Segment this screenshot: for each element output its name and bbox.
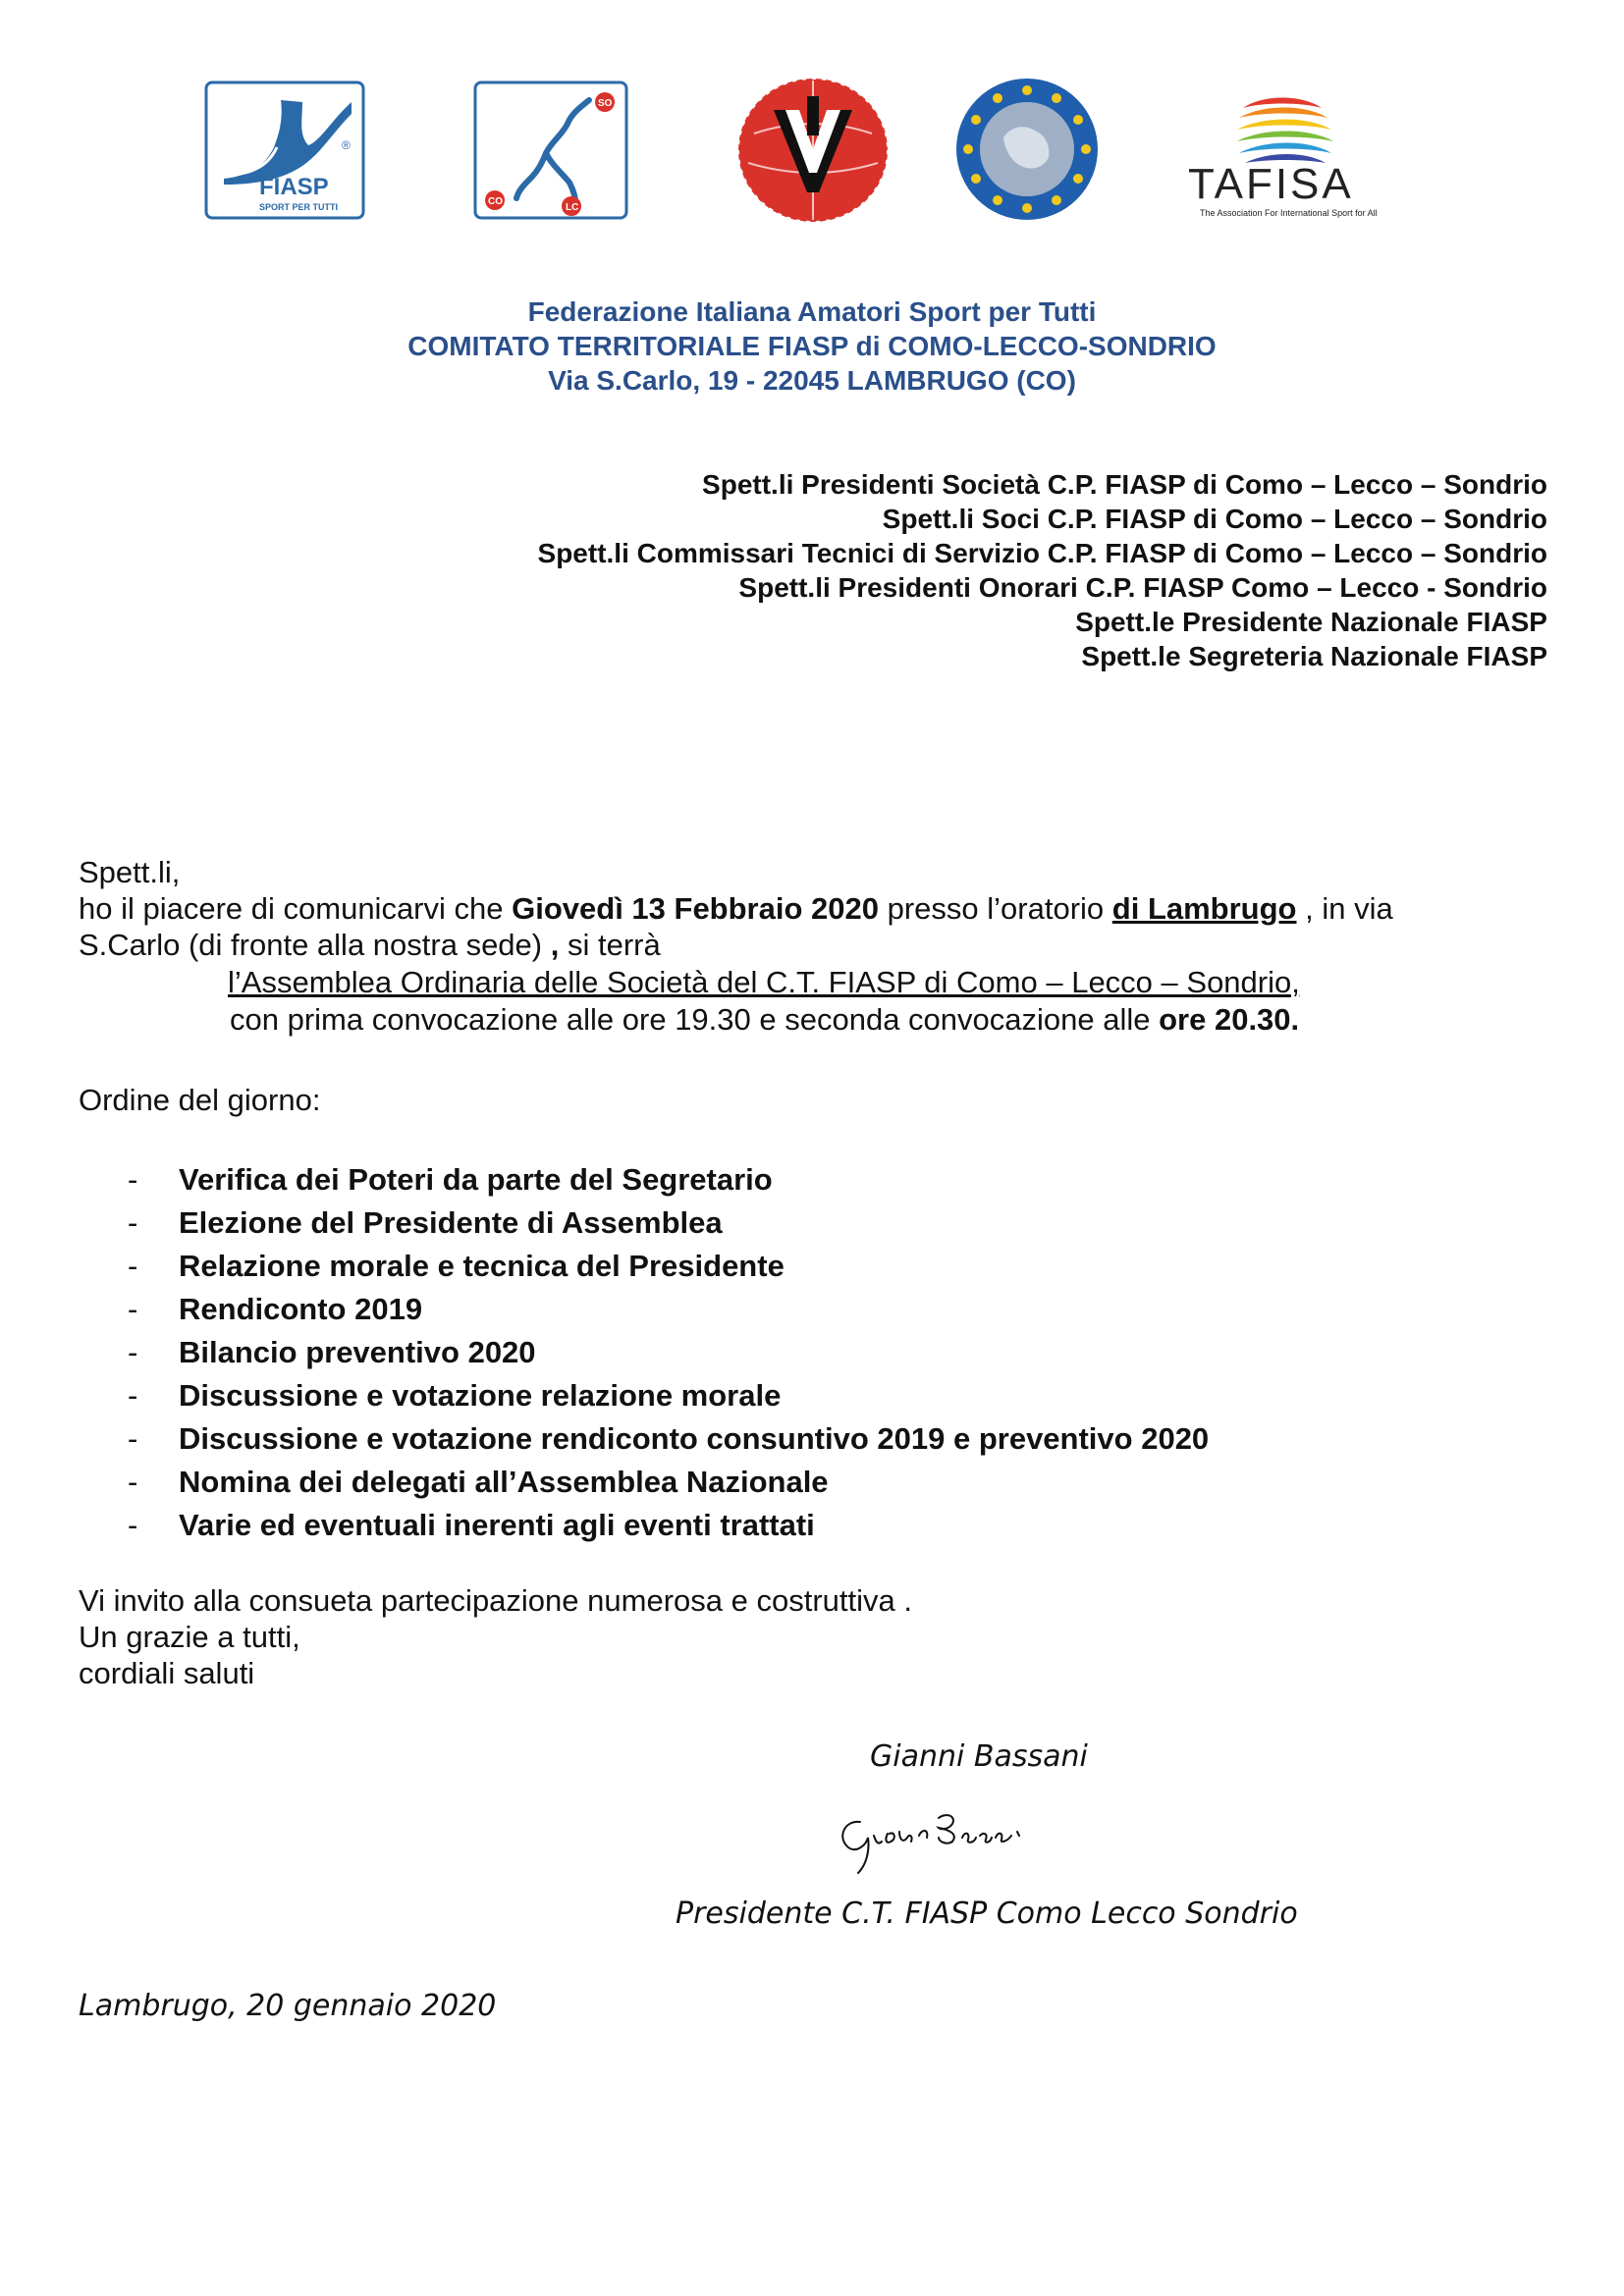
signature-graphic: [831, 1802, 1047, 1881]
agenda-item-text: Verifica dei Poteri da parte del Segretario: [179, 1162, 773, 1197]
svg-text:®: ®: [342, 138, 351, 152]
comitato-map-logo: [473, 80, 628, 220]
svg-text:CO: CO: [488, 196, 503, 207]
svg-text:FIASP: FIASP: [259, 174, 329, 200]
recipient-line: Spett.li Soci C.P. FIASP di Como – Lecco – Sondrio: [882, 504, 1547, 534]
tafisa-logo-graphic: [1184, 90, 1400, 222]
list-dash: -: [128, 1162, 138, 1197]
federation-name: Federazione Italiana Amatori Sport per Tutti: [527, 296, 1097, 327]
ivv-logo: [734, 75, 892, 226]
ivv-logo-graphic: [734, 75, 892, 226]
fiasp-logo: [204, 80, 365, 220]
european-volkssport-logo: [954, 77, 1100, 222]
agenda-list: [128, 1158, 1209, 1547]
recipients-block: [538, 467, 1547, 673]
list-dash: -: [128, 1378, 138, 1413]
committee-address: Via S.Carlo, 19 - 22045 LAMBRUGO (CO): [548, 365, 1076, 396]
svg-text:LC: LC: [566, 202, 579, 213]
svg-text:SPORT PER TUTTI: SPORT PER TUTTI: [259, 202, 339, 212]
handwritten-signature: [831, 1802, 1047, 1881]
closing-line-3: cordiali saluti: [79, 1656, 255, 1690]
agenda-item-text: Varie ed eventuali inerenti agli eventi trattati: [179, 1508, 815, 1542]
body-text-fragment: , in via: [1296, 891, 1393, 926]
letterhead: [0, 294, 1624, 398]
place-and-date: Lambrugo, 20 gennaio 2020: [79, 1989, 497, 2023]
convocation-times: [230, 1001, 1299, 1038]
body-text-fragment: ho il piacere di comunicarvi che: [79, 891, 513, 926]
agenda-item-text: Bilancio preventivo 2020: [179, 1335, 536, 1369]
closing-line-1: Vi invito alla consueta partecipazione numerosa e costruttiva .: [79, 1583, 912, 1618]
agenda-item: [128, 1374, 1209, 1417]
svg-text:TAFISA: TAFISA: [1188, 160, 1354, 208]
agenda-item: [128, 1417, 1209, 1461]
salutation: Spett.li,: [79, 855, 181, 889]
comitato-map-graphic: [473, 80, 628, 220]
fiasp-logo-graphic: [204, 80, 365, 220]
agenda-item-text: Nomina dei delegati all’Assemblea Nazionale: [179, 1465, 829, 1499]
recipient-line: Spett.le Segreteria Nazionale FIASP: [1081, 641, 1547, 671]
european-volkssport-graphic: [954, 77, 1100, 222]
list-dash: -: [128, 1421, 138, 1456]
recipient-line: Spett.le Presidente Nazionale FIASP: [1075, 607, 1547, 637]
body-text-fragment: presso l’oratorio: [879, 891, 1112, 926]
list-dash: -: [128, 1292, 138, 1326]
agenda-item-text: Rendiconto 2019: [179, 1292, 423, 1326]
agenda-item: [128, 1504, 1209, 1547]
recipient-line: Spett.li Commissari Tecnici di Servizio C.P. FIASP di Como – Lecco – Sondrio: [537, 538, 1547, 568]
signatory-name: Gianni Bassani: [870, 1739, 1088, 1774]
agenda-item: [128, 1461, 1209, 1504]
body-text-fragment: S.Carlo (di fronte alla nostra sede): [79, 928, 551, 962]
agenda-item: [128, 1158, 1209, 1201]
tafisa-logo: [1184, 90, 1400, 222]
agenda-item-text: Relazione morale e tecnica del Presidente: [179, 1249, 785, 1283]
body-text-fragment: si terrà: [559, 928, 661, 962]
second-convocation-time: ore 20.30.: [1159, 1002, 1300, 1037]
agenda-item: [128, 1288, 1209, 1331]
body-paragraph-line-1: [79, 890, 1393, 927]
agenda-item-text: Discussione e votazione relazione morale: [179, 1378, 782, 1413]
recipient-line: Spett.li Presidenti Onorari C.P. FIASP Como – Lecco - Sondrio: [738, 572, 1547, 603]
body-text-fragment: ,: [550, 928, 560, 962]
list-dash: -: [128, 1465, 138, 1499]
list-dash: -: [128, 1205, 138, 1240]
list-dash: -: [128, 1508, 138, 1542]
assembly-title: l’Assemblea Ordinaria delle Società del C.T. FIASP di Como – Lecco – Sondrio,: [228, 965, 1300, 999]
agenda-item-text: Discussione e votazione rendiconto consuntivo 2019 e preventivo 2020: [179, 1421, 1210, 1456]
agenda-item-text: Elezione del Presidente di Assemblea: [179, 1205, 723, 1240]
signatory-title: Presidente C.T. FIASP Como Lecco Sondrio: [676, 1896, 1298, 1931]
committee-name: COMITATO TERRITORIALE FIASP di COMO-LECCO-SONDRIO: [407, 331, 1217, 361]
agenda-item: [128, 1201, 1209, 1245]
agenda-title: Ordine del giorno:: [79, 1083, 321, 1117]
meeting-date: Giovedì 13 Febbraio 2020: [512, 891, 879, 926]
agenda-item: [128, 1331, 1209, 1374]
list-dash: -: [128, 1335, 138, 1369]
svg-text:SO: SO: [598, 98, 613, 109]
body-paragraph-line-2: [79, 927, 661, 963]
meeting-place: di Lambrugo: [1111, 891, 1297, 926]
agenda-item: [128, 1245, 1209, 1288]
svg-text:The Association For Internatio: The Association For International Sport for All: [1200, 208, 1378, 218]
recipient-line: Spett.li Presidenti Società C.P. FIASP di Como – Lecco – Sondrio: [702, 469, 1547, 500]
list-dash: -: [128, 1249, 138, 1283]
closing-line-2: Un grazie a tutti,: [79, 1620, 300, 1654]
body-text-fragment: con prima convocazione alle ore 19.30 e seconda convocazione alle: [230, 1002, 1160, 1037]
